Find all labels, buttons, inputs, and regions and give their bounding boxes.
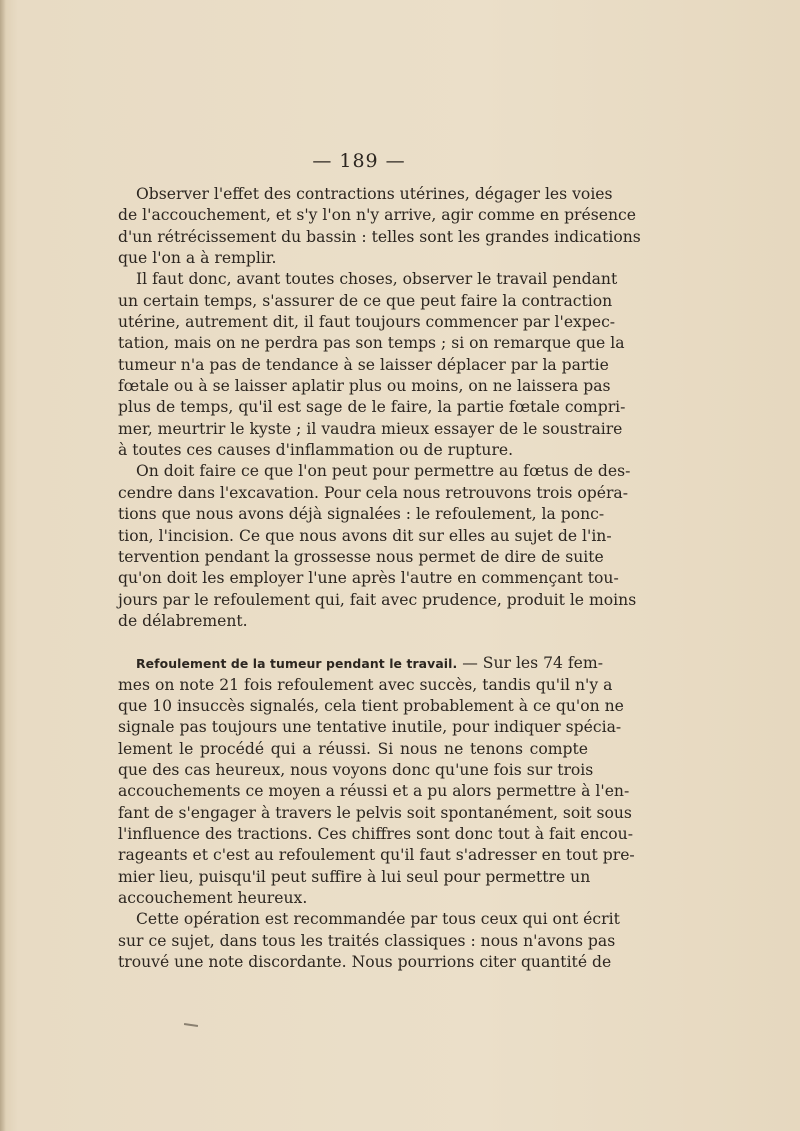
- text-line: tation, mais on ne perdra pas son temps ; si on remarque que la: [118, 334, 625, 353]
- text-line: qu'on doit les employer l'une après l'autre en commençant tou-: [118, 569, 619, 588]
- text-line: sur ce sujet, dans tous les traités classiques : nous n'avons pas: [118, 931, 616, 950]
- text-line: fant de s'engager à travers le pelvis soit spontanément, soit sous: [118, 803, 632, 822]
- text-line: utérine, autrement dit, il faut toujours commencer par l'expec-: [118, 313, 616, 332]
- text-line: d'un rétrécissement du bassin : telles sont les grandes indications: [118, 227, 641, 246]
- text-line: accouchement heureux.: [118, 889, 308, 907]
- paragraph-4: [118, 653, 635, 909]
- paragraph-1: [118, 184, 641, 269]
- text-line: de l'accouchement, et s'y l'on n'y arrive, agir comme en présence: [118, 206, 636, 225]
- text-line: mer, meurtrir le kyste ; il vaudra mieux essayer de le soustraire: [118, 419, 623, 438]
- text-line: accouchements ce moyen a réussi et a pu alors permettre à l'en-: [118, 782, 630, 801]
- text-line: mier lieu, puisqu'il peut suffire à lui seul pour permettre un: [118, 867, 591, 886]
- stray-ink-mark: [184, 1023, 198, 1027]
- heading-continuation: — Sur les 74 fem-: [457, 654, 603, 673]
- paragraph-3: [118, 461, 637, 632]
- text-line: [118, 653, 603, 674]
- text-line: trouvé une note discordante. Nous pourrions citer quantité de: [118, 953, 612, 972]
- text-line: jours par le refoulement qui, fait avec prudence, produit le moins: [118, 590, 637, 609]
- text-line: cendre dans l'excavation. Pour cela nous retrouvons trois opéra-: [118, 483, 628, 502]
- text-line: tumeur n'a pas de tendance à se laisser déplacer par la partie: [118, 355, 609, 374]
- text-line: l'influence des tractions. Ces chiffres sont donc tout à fait encou-: [118, 824, 633, 843]
- text-line: tions que nous avons déjà signalées : le refoulement, la ponc-: [118, 505, 605, 524]
- section-gap: [118, 632, 588, 653]
- text-line: plus de temps, qu'il est sage de le faire, la partie fœtale compri-: [118, 398, 626, 417]
- text-line: tervention pendant la grossesse nous permet de dire de suite: [118, 547, 604, 566]
- text-line: fœtale ou à se laisser aplatir plus ou moins, on ne laissera pas: [118, 377, 611, 396]
- text-line: un certain temps, s'assurer de ce que peut faire la contraction: [118, 291, 613, 310]
- text-line: On doit faire ce que l'on peut pour permettre au fœtus de des-: [136, 462, 631, 481]
- text-line: Observer l'effet des contractions utérines, dégager les voies: [136, 185, 613, 203]
- page-body: [118, 184, 641, 973]
- text-line: que l'on a à remplir.: [118, 249, 277, 268]
- text-line: de délabrement.: [118, 611, 248, 630]
- text-line: que 10 insuccès signalés, cela tient probablement à ce qu'on ne: [118, 696, 624, 715]
- text-line: lement le procédé qui a réussi. Si nous ne tenons compte: [118, 739, 588, 758]
- paragraph-2: [118, 269, 626, 461]
- text-line: Il faut donc, avant toutes choses, observer le travail pendant: [136, 270, 618, 289]
- text-line: rageants et c'est au refoulement qu'il faut s'adresser en tout pre-: [118, 846, 635, 865]
- text-line: à toutes ces causes d'inflammation ou de rupture.: [118, 441, 514, 460]
- section-heading: Refoulement de la tumeur pendant le travail.: [136, 656, 458, 672]
- paragraph-5: [118, 909, 620, 973]
- text-line: mes on note 21 fois refoulement avec succès, tandis qu'il n'y a: [118, 675, 613, 694]
- text-line: Cette opération est recommandée par tous ceux qui ont écrit: [136, 910, 620, 929]
- text-line: tion, l'incision. Ce que nous avons dit sur elles au sujet de l'in-: [118, 526, 612, 545]
- text-line: que des cas heureux, nous voyons donc qu'une fois sur trois: [118, 760, 594, 779]
- page-number: — 189 —: [312, 150, 406, 172]
- text-line: signale pas toujours une tentative inutile, pour indiquer spécia-: [118, 718, 622, 737]
